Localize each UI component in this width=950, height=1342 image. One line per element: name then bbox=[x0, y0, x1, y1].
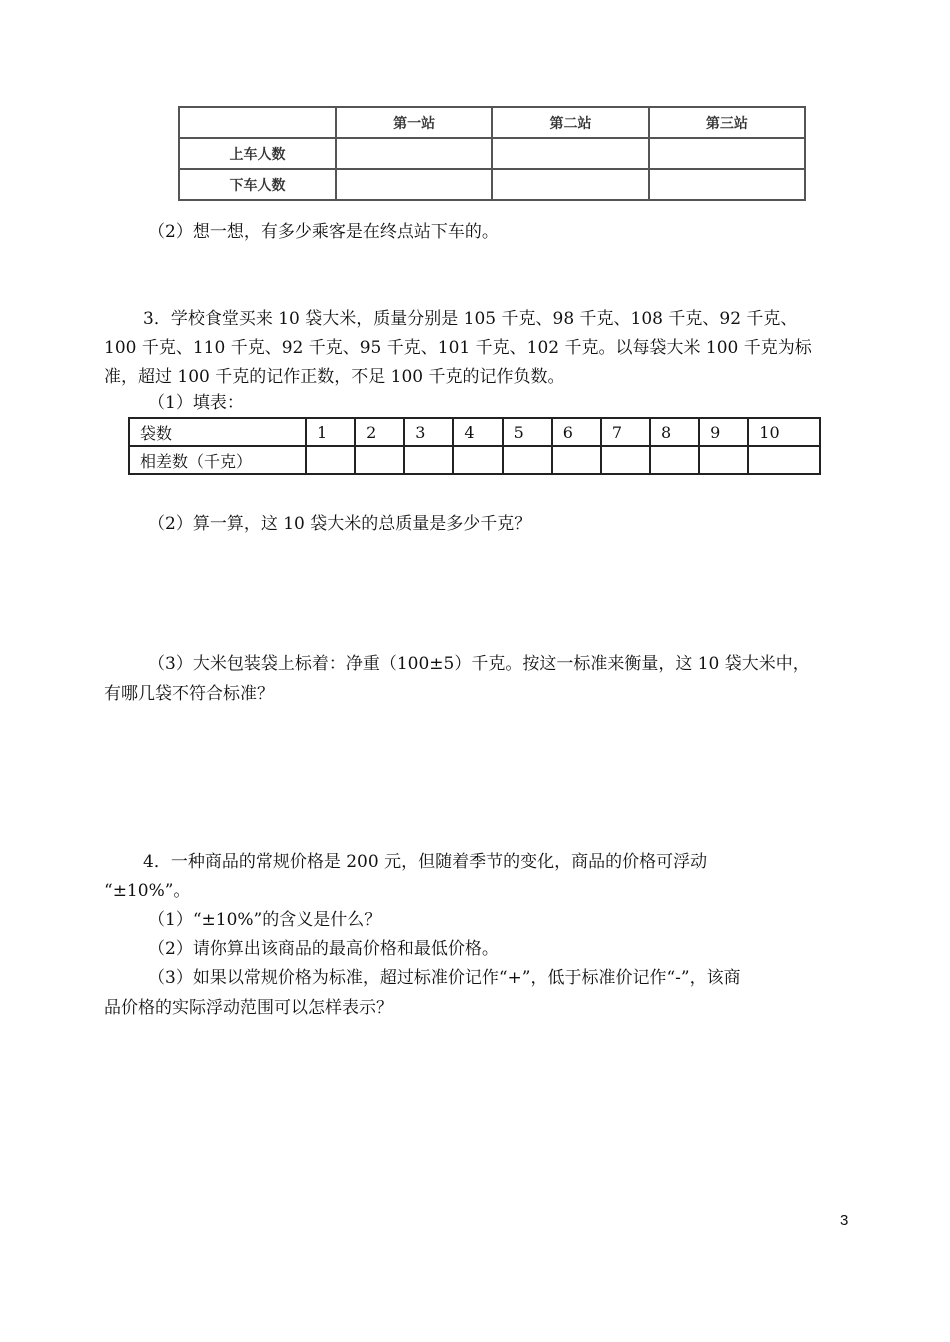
table-cell bbox=[306, 446, 355, 474]
q3-line2: 100 千克、110 千克、92 千克、95 千克、101 千克、102 千克。以每袋大米 100 千克为标 bbox=[104, 338, 812, 358]
table-cell bbox=[404, 446, 453, 474]
table-header-cell: 第二站 bbox=[492, 107, 648, 138]
q4-sub2: （2）请你算出该商品的最高价格和最低价格。 bbox=[148, 939, 499, 959]
q3-sub1: （1）填表： bbox=[148, 393, 244, 413]
table-cell: 7 bbox=[601, 418, 650, 446]
table-cell: 3 bbox=[404, 418, 453, 446]
table-cell bbox=[492, 138, 648, 169]
row-label-boarding: 上车人数 bbox=[179, 138, 336, 169]
page-number: 3 bbox=[840, 1212, 849, 1229]
table-cell bbox=[492, 169, 648, 200]
table-cell bbox=[699, 446, 748, 474]
table-cell: 2 bbox=[355, 418, 404, 446]
table-cell bbox=[650, 446, 699, 474]
table-cell bbox=[336, 169, 492, 200]
table-cell bbox=[336, 138, 492, 169]
q4-sub3-line2: 品价格的实际浮动范围可以怎样表示？ bbox=[104, 998, 393, 1018]
table-cell bbox=[601, 446, 650, 474]
row-label-difference: 相差数（千克） bbox=[129, 446, 306, 474]
table-cell bbox=[649, 169, 805, 200]
table-header-cell: 第三站 bbox=[649, 107, 805, 138]
q3-sub3-line2: 有哪几袋不符合标准？ bbox=[104, 684, 274, 704]
table-header-row bbox=[179, 107, 805, 138]
table-cell: 8 bbox=[650, 418, 699, 446]
q4-line1: 4．一种商品的常规价格是 200 元，但随着季节的变化，商品的价格可浮动 bbox=[143, 852, 708, 872]
table-cell bbox=[453, 446, 502, 474]
q4-line2: “±10%”。 bbox=[104, 881, 191, 901]
q3-line3: 准，超过 100 千克的记作正数，不足 100 千克的记作负数。 bbox=[104, 367, 565, 387]
table-row bbox=[129, 446, 820, 474]
table-cell: 5 bbox=[503, 418, 552, 446]
q4-sub1: （1）“±10%”的含义是什么？ bbox=[148, 910, 382, 930]
table-cell: 6 bbox=[552, 418, 601, 446]
table-cell: 1 bbox=[306, 418, 355, 446]
q3-sub2: （2）算一算，这 10 袋大米的总质量是多少千克？ bbox=[148, 514, 532, 534]
q3-sub3-line1: （3）大米包装袋上标着：净重（100±5）千克。按这一标准来衡量，这 10 袋大米中， bbox=[148, 654, 810, 674]
table-cell bbox=[552, 446, 601, 474]
rice-bag-table bbox=[128, 417, 821, 475]
q3-line1: 3．学校食堂买来 10 袋大米，质量分别是 105 千克、98 千克、108 千克、92 千克、 bbox=[143, 309, 798, 329]
table-cell bbox=[503, 446, 552, 474]
table-header-cell: 第一站 bbox=[336, 107, 492, 138]
table-cell: 9 bbox=[699, 418, 748, 446]
table-cell: 4 bbox=[453, 418, 502, 446]
table-cell bbox=[649, 138, 805, 169]
table-cell bbox=[355, 446, 404, 474]
table-row bbox=[129, 418, 820, 446]
row-label-bag-number: 袋数 bbox=[129, 418, 306, 446]
q4-sub3-line1: （3）如果以常规价格为标准，超过标准价记作“+”，低于标准价记作“-”，该商 bbox=[148, 968, 741, 988]
table-row bbox=[179, 169, 805, 200]
row-label-alighting: 下车人数 bbox=[179, 169, 336, 200]
table-cell: 10 bbox=[748, 418, 820, 446]
table-header-cell bbox=[179, 107, 336, 138]
table-row bbox=[179, 138, 805, 169]
q2-sub2-text: （2）想一想，有多少乘客是在终点站下车的。 bbox=[148, 222, 499, 242]
table-cell bbox=[748, 446, 820, 474]
bus-passenger-table bbox=[178, 106, 806, 201]
